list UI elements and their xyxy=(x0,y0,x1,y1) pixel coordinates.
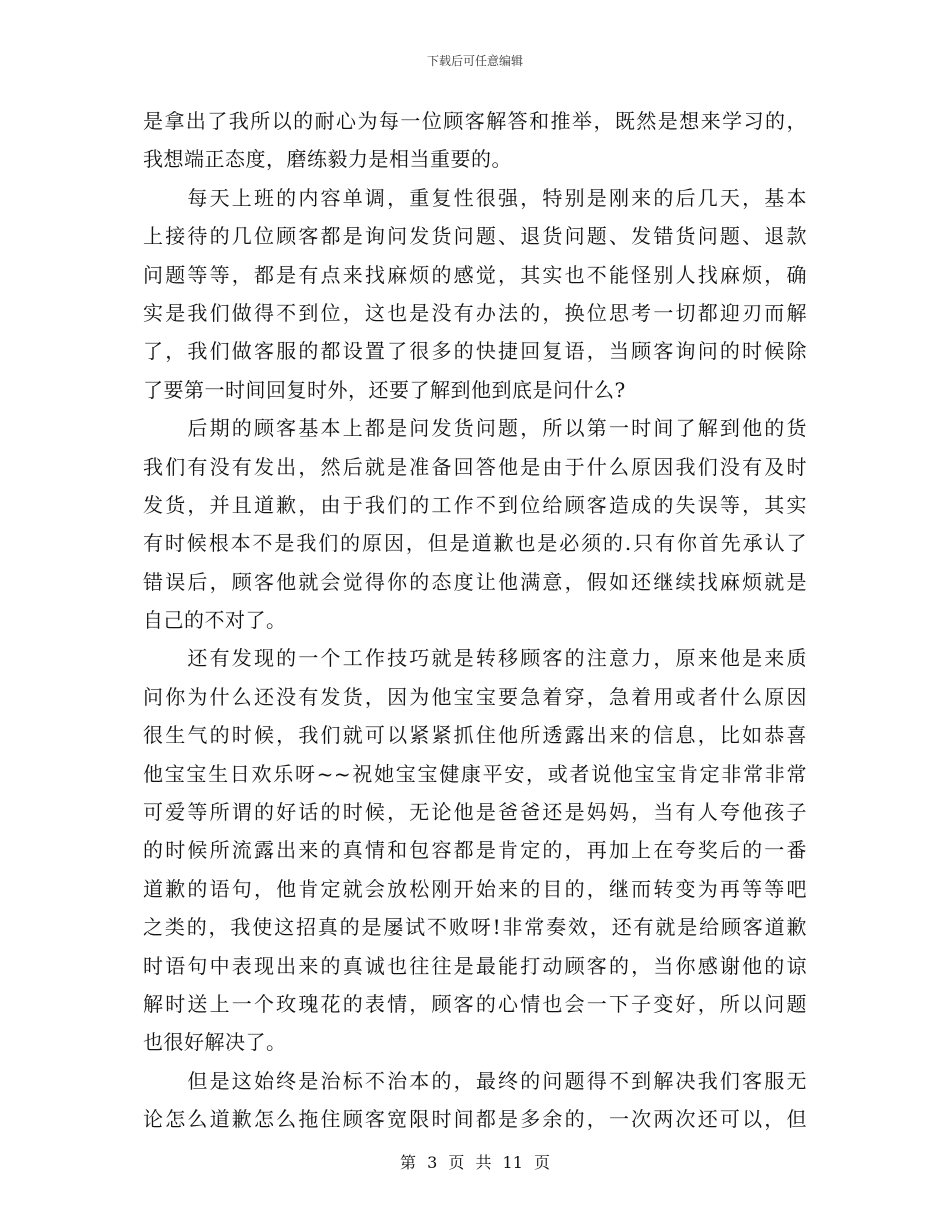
text-line: 可爱等所谓的好话的时候，无论他是爸爸还是妈妈，当有人夸他孩子 xyxy=(143,800,807,825)
paragraph-1 xyxy=(143,102,807,179)
text-line: 是拿出了我所以的耐心为每一位顾客解答和推举，既然是想来学习的， xyxy=(143,109,807,133)
paragraph-4 xyxy=(143,639,807,1061)
document-body xyxy=(143,102,807,1139)
text-line: 上接待的几位顾客都是询问发货问题、退货问题、发错货问题、退款 xyxy=(143,224,807,249)
paragraph-3 xyxy=(143,409,807,639)
text-line: 后期的顾客基本上都是问发货问题，所以第一时间了解到他的货 xyxy=(143,416,807,441)
text-line: 很生气的时候，我们就可以紧紧抓住他所透露出来的信息，比如恭喜 xyxy=(143,723,807,748)
text-line: 我们有没有发出，然后就是准备回答他是由于什么原因我们没有及时 xyxy=(143,454,807,479)
text-line: 道歉的语句，他肯定就会放松刚开始来的目的，继而转变为再等等吧 xyxy=(143,876,807,901)
text-line: 每天上班的内容单调，重复性很强，特别是刚来的后几天，基本 xyxy=(143,185,807,210)
text-line: 也很好解决了。 xyxy=(143,1030,287,1055)
paragraph-5 xyxy=(143,1062,807,1139)
text-line: 论怎么道歉怎么拖住顾客宽限时间都是多余的，一次两次还可以，但 xyxy=(143,1107,807,1132)
text-line: 问题等等，都是有点来找麻烦的感觉，其实也不能怪别人找麻烦，确 xyxy=(143,262,807,287)
page-header: 下载后可任意编辑 xyxy=(426,54,523,68)
text-line: 但是这始终是治标不治本的，最终的问题得不到解决我们客服无 xyxy=(143,1068,807,1093)
text-line: 了，我们做客服的都设置了很多的快捷回复语，当顾客询问的时候除 xyxy=(143,339,807,364)
text-line: 有时候根本不是我们的原因，但是道歉也是必须的.只有你首先承认了 xyxy=(143,531,807,556)
text-line: 实是我们做得不到位，这也是没有办法的，换位思考一切都迎刃而解 xyxy=(143,300,807,325)
text-line: 自己的不对了。 xyxy=(143,608,287,633)
text-line: 之类的，我使这招真的是屡试不败呀!非常奏效，还有就是给顾客道歉 xyxy=(143,915,807,940)
paragraph-2 xyxy=(143,179,807,409)
text-line: 的时候所流露出来的真情和包容都是肯定的，再加上在夸奖后的一番 xyxy=(143,838,807,863)
text-line: 时语句中表现出来的真诚也往往是最能打动顾客的，当你感谢他的谅 xyxy=(143,953,807,978)
text-line: 了要第一时间回复时外，还要了解到他到底是问什么? xyxy=(143,377,626,402)
text-line: 他宝宝生日欢乐呀~~祝她宝宝健康平安，或者说他宝宝肯定非常非常 xyxy=(143,761,807,786)
text-line: 问你为什么还没有发货，因为他宝宝要急着穿，急着用或者什么原因 xyxy=(143,684,807,709)
text-line: 我想端正态度，磨练毅力是相当重要的。 xyxy=(143,147,512,172)
text-line: 还有发现的一个工作技巧就是转移顾客的注意力，原来他是来质 xyxy=(143,646,807,671)
text-line: 解时送上一个玫瑰花的表情，顾客的心情也会一下子变好，所以问题 xyxy=(143,991,807,1016)
text-line: 错误后，顾客他就会觉得你的态度让他满意，假如还继续找麻烦就是 xyxy=(143,569,807,594)
text-line: 发货，并且道歉，由于我们的工作不到位给顾客造成的失误等，其实 xyxy=(143,492,807,517)
page-number-footer: 第 3 页 共 11 页 xyxy=(400,1153,550,1172)
